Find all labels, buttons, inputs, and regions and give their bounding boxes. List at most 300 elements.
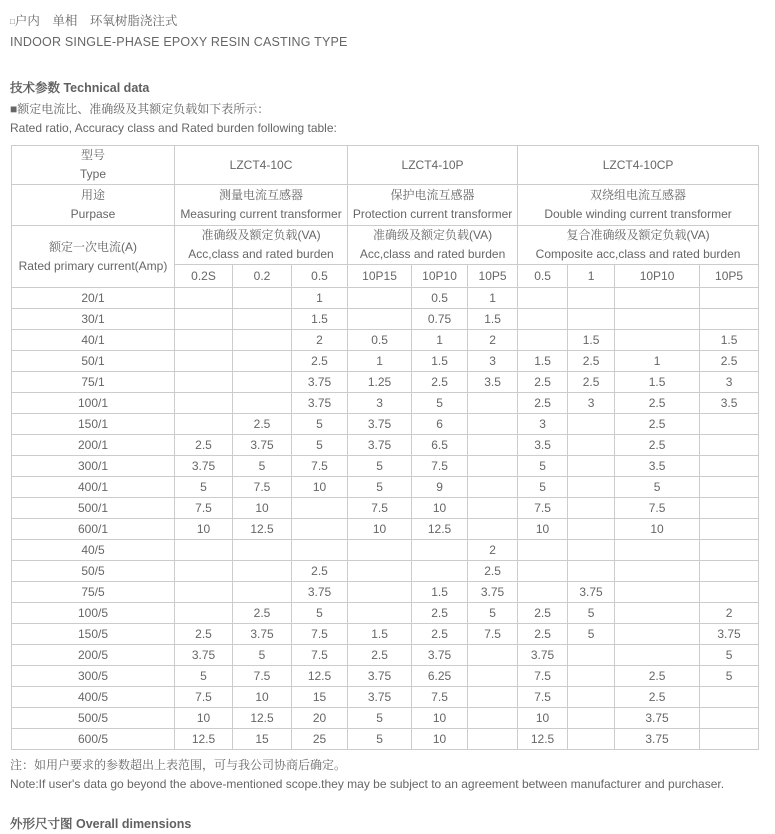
burden-value-cell: 5 (568, 624, 615, 645)
burden-value-cell (700, 729, 759, 750)
purpose-10c-en: Measuring current transformer (180, 207, 342, 221)
burden-value-cell (700, 309, 759, 330)
primary-current-header-cn: 额定一次电流(A) (49, 239, 137, 254)
purpose-10c (175, 185, 348, 226)
burden-value-cell: 2.5 (518, 603, 568, 624)
accuracy-class-col: 0.2 (233, 265, 292, 288)
page-title-cn (10, 12, 775, 31)
ratio-cell: 30/1 (12, 309, 175, 330)
burden-value-cell: 3 (568, 393, 615, 414)
burden-value-cell (468, 456, 518, 477)
burden-value-cell: 2.5 (615, 393, 700, 414)
burden-value-cell: 3 (700, 372, 759, 393)
burden-value-cell (348, 540, 412, 561)
note-en: Note:If user's data go beyond the above-mentioned scope.they may be subject to an agreement between manufacturer and purchaser. (10, 777, 725, 791)
burden-value-cell (568, 666, 615, 687)
burden-value-cell: 1.5 (292, 309, 348, 330)
burden-value-cell (700, 708, 759, 729)
burden-value-cell (518, 288, 568, 309)
burden-value-cell (700, 456, 759, 477)
burden-value-cell: 12.5 (518, 729, 568, 750)
burden-value-cell: 5 (700, 666, 759, 687)
burden-value-cell: 1 (292, 288, 348, 309)
purpose-10p-cn: 保护电流互感器 (390, 188, 475, 202)
burden-value-cell (348, 561, 412, 582)
table-row (12, 477, 759, 498)
burden-10c-cn: 准确级及额定负载(VA) (201, 228, 321, 242)
burden-value-cell (568, 561, 615, 582)
burden-value-cell: 3.75 (348, 666, 412, 687)
burden-value-cell (348, 582, 412, 603)
table-row (12, 309, 759, 330)
ratio-cell: 600/5 (12, 729, 175, 750)
burden-value-cell (292, 498, 348, 519)
burden-value-cell (348, 309, 412, 330)
table-row (12, 351, 759, 372)
burden-value-cell: 2.5 (233, 603, 292, 624)
burden-value-cell (175, 540, 233, 561)
burden-value-cell: 10 (518, 708, 568, 729)
table-row (12, 519, 759, 540)
burden-value-cell: 5 (292, 435, 348, 456)
burden-value-cell: 2.5 (700, 351, 759, 372)
ratio-cell: 500/5 (12, 708, 175, 729)
burden-value-cell (700, 519, 759, 540)
burden-value-cell (233, 393, 292, 414)
burden-value-cell: 7.5 (292, 456, 348, 477)
burden-value-cell: 3.5 (700, 393, 759, 414)
burden-value-cell (468, 645, 518, 666)
burden-value-cell (175, 288, 233, 309)
burden-value-cell: 2.5 (468, 561, 518, 582)
burden-value-cell: 10 (615, 519, 700, 540)
burden-value-cell: 5 (348, 456, 412, 477)
burden-value-cell: 5 (175, 477, 233, 498)
table-row (12, 645, 759, 666)
table-row (12, 540, 759, 561)
burden-value-cell: 3.75 (468, 582, 518, 603)
burden-value-cell (615, 540, 700, 561)
burden-value-cell: 7.5 (518, 666, 568, 687)
burden-value-cell: 3 (518, 414, 568, 435)
burden-value-cell (468, 393, 518, 414)
burden-value-cell: 2.5 (348, 645, 412, 666)
burden-value-cell (615, 309, 700, 330)
burden-10p (348, 226, 518, 265)
table-row (12, 393, 759, 414)
burden-value-cell (468, 708, 518, 729)
model-name-10c: LZCT4-10C (175, 146, 348, 185)
technical-data-table (11, 145, 759, 750)
burden-value-cell: 1.5 (468, 309, 518, 330)
burden-value-cell: 1 (468, 288, 518, 309)
burden-value-cell: 0.5 (348, 330, 412, 351)
burden-value-cell (233, 309, 292, 330)
burden-value-cell (615, 603, 700, 624)
burden-value-cell: 5 (233, 456, 292, 477)
model-name-10cp: LZCT4-10CP (518, 146, 759, 185)
burden-value-cell: 2 (292, 330, 348, 351)
table-row (12, 330, 759, 351)
burden-value-cell (568, 414, 615, 435)
burden-value-cell: 10 (292, 477, 348, 498)
burden-value-cell (348, 288, 412, 309)
burden-value-cell (700, 561, 759, 582)
burden-value-cell: 1.5 (615, 372, 700, 393)
burden-value-cell: 1.5 (518, 351, 568, 372)
small-square-icon: □ (10, 17, 15, 26)
burden-value-cell: 3.75 (175, 645, 233, 666)
burden-10p-cn: 准确级及额定负载(VA) (372, 228, 493, 242)
burden-value-cell (468, 414, 518, 435)
burden-value-cell: 2.5 (292, 561, 348, 582)
burden-value-cell (568, 435, 615, 456)
burden-value-cell (568, 687, 615, 708)
purpose-header-cn: 用途 (80, 188, 105, 202)
burden-value-cell: 2.5 (615, 414, 700, 435)
burden-value-cell (348, 603, 412, 624)
burden-value-cell: 15 (233, 729, 292, 750)
accuracy-class-col: 0.2S (175, 265, 233, 288)
burden-value-cell: 5 (292, 414, 348, 435)
burden-value-cell: 3.75 (348, 435, 412, 456)
page-title-en: INDOOR SINGLE-PHASE EPOXY RESIN CASTING TYPE (10, 35, 348, 49)
burden-value-cell: 15 (292, 687, 348, 708)
burden-value-cell: 1.5 (412, 351, 468, 372)
burden-value-cell: 2.5 (175, 435, 233, 456)
ratio-cell: 100/1 (12, 393, 175, 414)
burden-value-cell: 7.5 (615, 498, 700, 519)
table-row (12, 498, 759, 519)
burden-value-cell (568, 309, 615, 330)
burden-value-cell (568, 540, 615, 561)
burden-value-cell (468, 687, 518, 708)
burden-value-cell (233, 330, 292, 351)
technical-data-heading: 技术参数 Technical data (10, 81, 150, 95)
burden-value-cell: 6.5 (412, 435, 468, 456)
type-header-cell (12, 146, 175, 185)
purpose-10cp-cn: 双绕组电流互感器 (590, 188, 687, 202)
burden-value-cell (412, 540, 468, 561)
burden-value-cell: 5 (518, 456, 568, 477)
burden-value-cell (175, 414, 233, 435)
burden-value-cell (568, 477, 615, 498)
burden-value-cell: 7.5 (292, 645, 348, 666)
burden-value-cell: 7.5 (233, 666, 292, 687)
burden-value-cell (700, 288, 759, 309)
burden-value-cell: 1 (412, 330, 468, 351)
burden-value-cell (700, 498, 759, 519)
purpose-10cp-en: Double winding current transformer (544, 207, 732, 221)
burden-value-cell: 5 (518, 477, 568, 498)
table-body (12, 288, 759, 750)
burden-value-cell: 7.5 (518, 687, 568, 708)
burden-value-cell (175, 330, 233, 351)
burden-value-cell: 1 (615, 351, 700, 372)
ratio-cell: 400/1 (12, 477, 175, 498)
burden-value-cell: 2.5 (615, 687, 700, 708)
type-header-en: Type (79, 167, 106, 181)
burden-value-cell: 2.5 (412, 603, 468, 624)
burden-value-cell: 3.75 (348, 414, 412, 435)
type-header-cn: 型号 (80, 148, 105, 162)
burden-value-cell: 3.75 (348, 687, 412, 708)
table-intro-cn: ■额定电流比、准确级及其额定负载如下表所示： (10, 102, 270, 116)
burden-value-cell (468, 729, 518, 750)
burden-value-cell (568, 498, 615, 519)
burden-value-cell: 7.5 (175, 687, 233, 708)
ratio-cell: 20/1 (12, 288, 175, 309)
burden-10c (175, 226, 348, 265)
burden-value-cell: 2.5 (568, 372, 615, 393)
burden-value-cell (175, 351, 233, 372)
burden-value-cell: 1 (348, 351, 412, 372)
burden-value-cell: 12.5 (175, 729, 233, 750)
burden-value-cell: 5 (292, 603, 348, 624)
table-row (12, 414, 759, 435)
burden-value-cell (468, 498, 518, 519)
ratio-cell: 200/1 (12, 435, 175, 456)
burden-value-cell (468, 666, 518, 687)
note-cn: 注：如用户要求的参数超出上表范围，可与我公司协商后确定。 (10, 758, 347, 772)
burden-value-cell: 5 (568, 603, 615, 624)
burden-value-cell: 10 (412, 498, 468, 519)
burden-value-cell: 3.75 (175, 456, 233, 477)
burden-value-cell (518, 540, 568, 561)
table-intro-en: Rated ratio, Accuracy class and Rated burden following table: (10, 121, 337, 135)
burden-10cp-cn: 复合准确级及额定负载(VA) (566, 228, 710, 242)
burden-value-cell (568, 456, 615, 477)
burden-value-cell: 3.75 (292, 393, 348, 414)
burden-value-cell (292, 540, 348, 561)
burden-value-cell: 1.5 (700, 330, 759, 351)
burden-value-cell: 5 (700, 645, 759, 666)
burden-10p-en: Acc,class and rated burden (359, 247, 506, 261)
accuracy-class-col: 10P5 (700, 265, 759, 288)
ratio-cell: 75/1 (12, 372, 175, 393)
burden-value-cell (700, 435, 759, 456)
burden-value-cell (175, 582, 233, 603)
burden-value-cell: 2.5 (518, 393, 568, 414)
burden-value-cell: 3 (468, 351, 518, 372)
burden-value-cell: 5 (233, 645, 292, 666)
burden-value-cell: 3.75 (568, 582, 615, 603)
burden-value-cell: 2.5 (292, 351, 348, 372)
burden-value-cell: 10 (233, 498, 292, 519)
burden-value-cell (518, 582, 568, 603)
burden-value-cell: 2.5 (615, 435, 700, 456)
burden-value-cell: 10 (348, 519, 412, 540)
burden-value-cell (615, 624, 700, 645)
accuracy-class-col: 0.5 (518, 265, 568, 288)
burden-value-cell (615, 288, 700, 309)
burden-value-cell: 2.5 (615, 666, 700, 687)
ratio-cell: 50/1 (12, 351, 175, 372)
burden-value-cell: 3.75 (615, 729, 700, 750)
burden-value-cell: 10 (233, 687, 292, 708)
burden-value-cell (700, 582, 759, 603)
burden-value-cell: 5 (348, 708, 412, 729)
burden-value-cell: 2 (468, 540, 518, 561)
burden-value-cell: 7.5 (518, 498, 568, 519)
ratio-cell: 50/5 (12, 561, 175, 582)
table-row (12, 561, 759, 582)
table-row (12, 624, 759, 645)
burden-value-cell (518, 330, 568, 351)
burden-value-cell (568, 729, 615, 750)
table-row (12, 456, 759, 477)
table-row (12, 288, 759, 309)
burden-value-cell: 10 (412, 708, 468, 729)
burden-value-cell: 3.5 (518, 435, 568, 456)
burden-value-cell (568, 519, 615, 540)
burden-value-cell: 3.75 (233, 435, 292, 456)
burden-value-cell: 20 (292, 708, 348, 729)
purpose-10c-cn: 测量电流互感器 (219, 188, 304, 202)
burden-value-cell (518, 561, 568, 582)
burden-value-cell: 3.75 (233, 624, 292, 645)
burden-value-cell (568, 645, 615, 666)
burden-value-cell: 3.5 (468, 372, 518, 393)
burden-value-cell (175, 372, 233, 393)
accuracy-class-col: 10P5 (468, 265, 518, 288)
purpose-10p (348, 185, 518, 226)
ratio-cell: 100/5 (12, 603, 175, 624)
ratio-cell: 300/1 (12, 456, 175, 477)
ratio-cell: 40/1 (12, 330, 175, 351)
page-title-cn-text: 户内 单相 环氧树脂浇注式 (14, 14, 178, 28)
accuracy-class-col: 10P10 (615, 265, 700, 288)
burden-value-cell: 3.5 (615, 456, 700, 477)
ratio-cell: 150/1 (12, 414, 175, 435)
burden-value-cell: 7.5 (468, 624, 518, 645)
burden-value-cell: 12.5 (412, 519, 468, 540)
burden-value-cell (233, 540, 292, 561)
burden-value-cell (233, 582, 292, 603)
ratio-cell: 500/1 (12, 498, 175, 519)
accuracy-class-col: 1 (568, 265, 615, 288)
burden-value-cell: 2.5 (568, 351, 615, 372)
burden-10cp (518, 226, 759, 265)
burden-value-cell: 7.5 (292, 624, 348, 645)
burden-value-cell (175, 561, 233, 582)
burden-value-cell: 10 (175, 708, 233, 729)
table-row (12, 729, 759, 750)
primary-current-header-cell (12, 226, 175, 288)
purpose-10p-en: Protection current transformer (352, 207, 513, 221)
burden-value-cell: 0.5 (412, 288, 468, 309)
burden-value-cell: 7.5 (348, 498, 412, 519)
burden-value-cell: 5 (468, 603, 518, 624)
burden-value-cell: 10 (412, 729, 468, 750)
ratio-cell: 150/5 (12, 624, 175, 645)
burden-value-cell: 1.25 (348, 372, 412, 393)
burden-10c-en: Acc,class and rated burden (188, 247, 334, 261)
burden-10cp-en: Composite acc,class and rated burden (535, 247, 741, 261)
burden-value-cell (615, 645, 700, 666)
burden-value-cell (700, 414, 759, 435)
burden-value-cell: 6 (412, 414, 468, 435)
accuracy-class-col: 10P15 (348, 265, 412, 288)
burden-value-cell (292, 519, 348, 540)
burden-value-cell: 2.5 (412, 372, 468, 393)
burden-value-cell (175, 393, 233, 414)
burden-value-cell (615, 582, 700, 603)
burden-value-cell: 7.5 (175, 498, 233, 519)
burden-value-cell (233, 372, 292, 393)
ratio-cell: 600/1 (12, 519, 175, 540)
burden-value-cell: 0.75 (412, 309, 468, 330)
accuracy-class-col: 0.5 (292, 265, 348, 288)
burden-value-cell: 6.25 (412, 666, 468, 687)
model-name-10p: LZCT4-10P (348, 146, 518, 185)
burden-value-cell: 5 (175, 666, 233, 687)
burden-value-cell (468, 435, 518, 456)
purpose-header-cell (12, 185, 175, 226)
burden-value-cell (175, 309, 233, 330)
overall-dimensions-heading: 外形尺寸图 Overall dimensions (10, 817, 192, 831)
ratio-cell: 40/5 (12, 540, 175, 561)
burden-value-cell: 5 (348, 477, 412, 498)
burden-value-cell: 3.75 (615, 708, 700, 729)
purpose-header-en: Purpase (70, 207, 116, 221)
burden-value-cell: 5 (615, 477, 700, 498)
table-row (12, 708, 759, 729)
table-row (12, 687, 759, 708)
burden-value-cell: 12.5 (233, 519, 292, 540)
table-row (12, 603, 759, 624)
burden-value-cell: 12.5 (292, 666, 348, 687)
burden-value-cell: 1.5 (412, 582, 468, 603)
ratio-cell: 400/5 (12, 687, 175, 708)
burden-value-cell (468, 519, 518, 540)
ratio-cell: 75/5 (12, 582, 175, 603)
burden-value-cell: 1.5 (568, 330, 615, 351)
burden-value-cell: 25 (292, 729, 348, 750)
ratio-cell: 200/5 (12, 645, 175, 666)
burden-value-cell (615, 330, 700, 351)
burden-value-cell (175, 603, 233, 624)
burden-value-cell: 9 (412, 477, 468, 498)
burden-value-cell: 3.75 (292, 582, 348, 603)
burden-value-cell: 2.5 (518, 624, 568, 645)
burden-value-cell: 7.5 (412, 456, 468, 477)
burden-value-cell (700, 477, 759, 498)
burden-value-cell: 5 (412, 393, 468, 414)
burden-value-cell: 10 (175, 519, 233, 540)
burden-value-cell: 7.5 (233, 477, 292, 498)
burden-value-cell: 3 (348, 393, 412, 414)
burden-value-cell (233, 561, 292, 582)
burden-value-cell: 1.5 (348, 624, 412, 645)
burden-value-cell: 3.75 (412, 645, 468, 666)
burden-value-cell: 3.75 (700, 624, 759, 645)
burden-value-cell (568, 288, 615, 309)
burden-value-cell (468, 477, 518, 498)
burden-value-cell: 12.5 (233, 708, 292, 729)
burden-value-cell: 2.5 (412, 624, 468, 645)
purpose-10cp (518, 185, 759, 226)
table-row (12, 435, 759, 456)
table-row (12, 666, 759, 687)
burden-value-cell: 2 (468, 330, 518, 351)
burden-value-cell (412, 561, 468, 582)
table-row (12, 372, 759, 393)
burden-value-cell: 2.5 (233, 414, 292, 435)
burden-value-cell (615, 561, 700, 582)
burden-value-cell (233, 351, 292, 372)
burden-value-cell: 3.75 (292, 372, 348, 393)
